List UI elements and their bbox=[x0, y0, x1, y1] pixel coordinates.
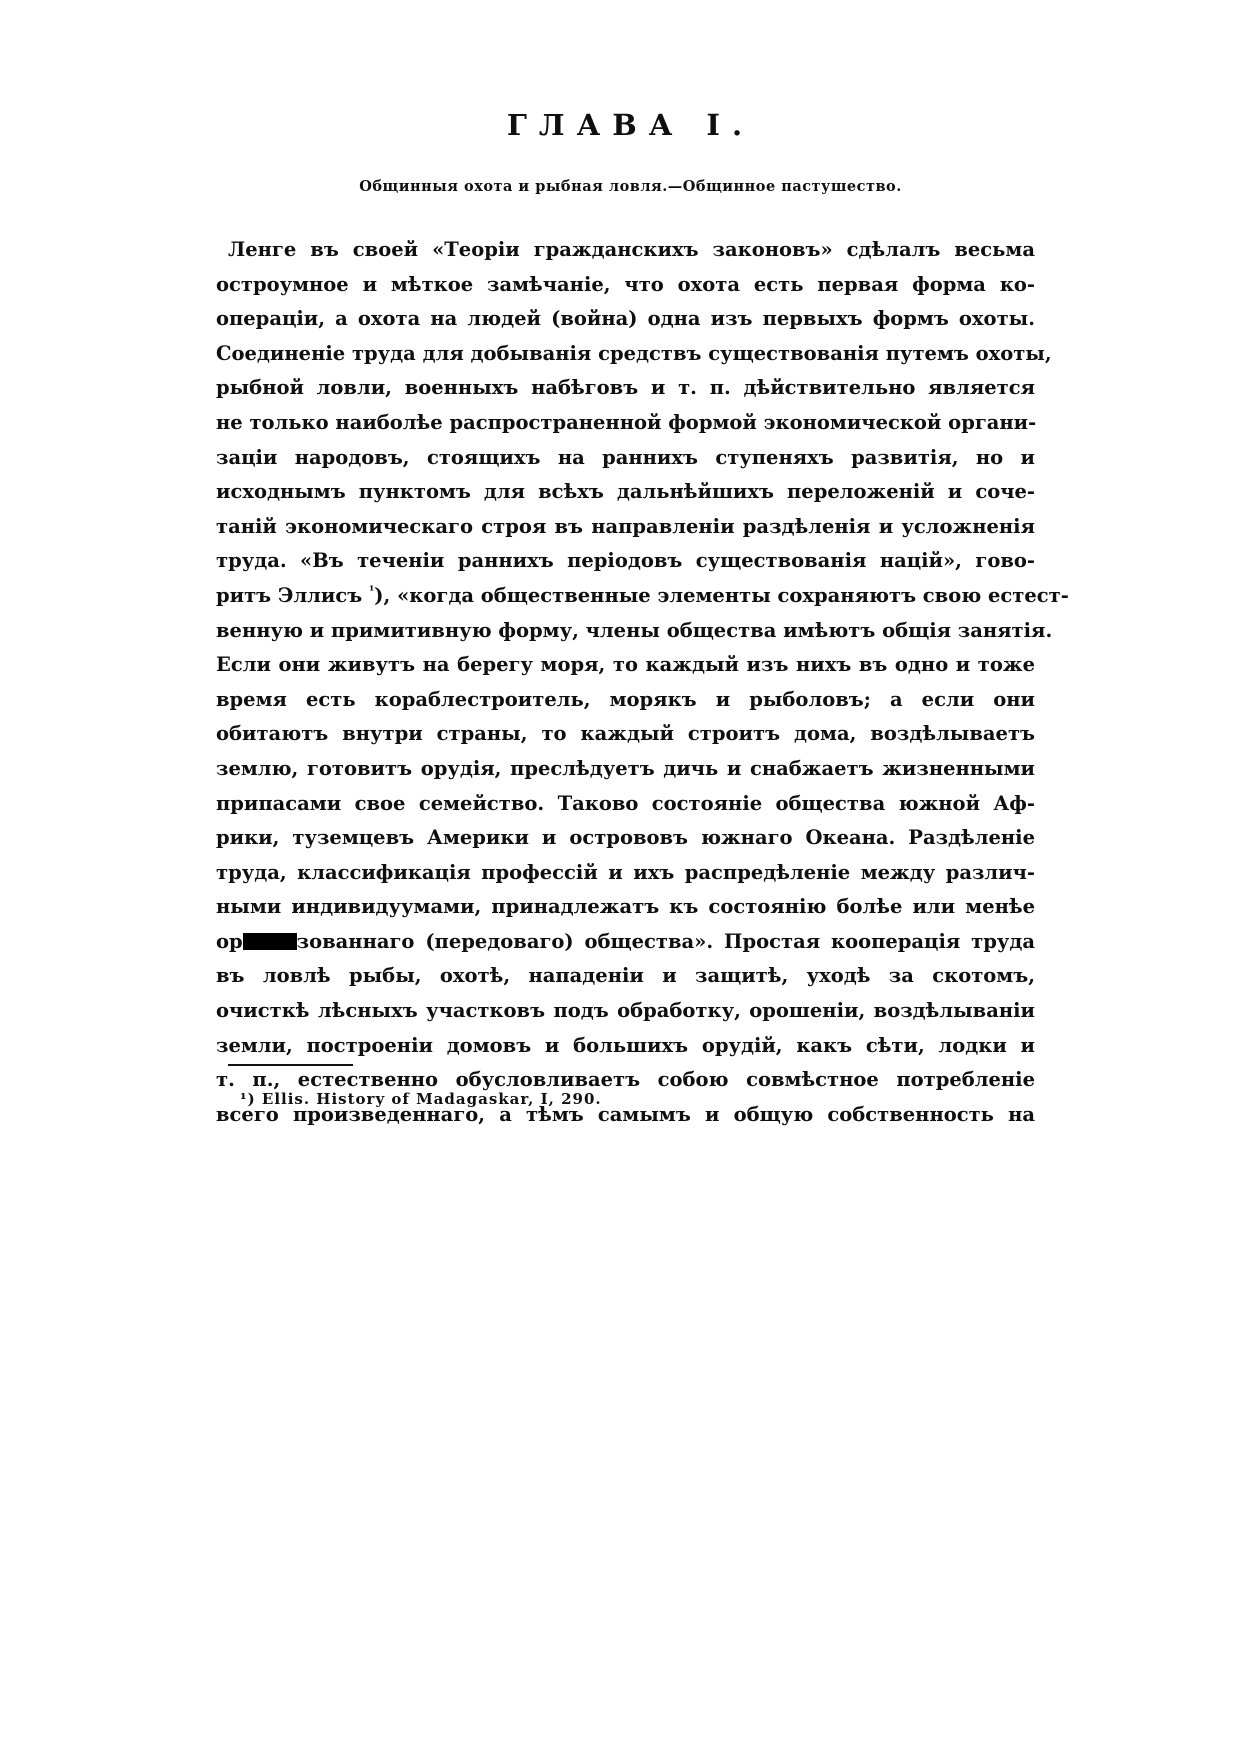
body-line: т. п., естественно обусловливаетъ собою совмѣстное потребленіе bbox=[216, 1068, 1035, 1092]
body-line: Ленге въ своей «Теоріи гражданскихъ законовъ» сдѣлалъ весьма bbox=[228, 238, 1035, 261]
footnote-rule bbox=[228, 1064, 353, 1066]
chapter-subtitle: Общинныя охота и рыбная ловля.—Общинное пастушество. bbox=[359, 178, 902, 195]
body-line-with-footnote-ref bbox=[216, 579, 1069, 614]
body-line: рыбной ловли, военныхъ набѣговъ и т. п. дѣйствительно является bbox=[216, 376, 1035, 400]
body-line: остроумное и мѣткое замѣчаніе, что охота есть первая форма ко- bbox=[216, 272, 1035, 296]
body-line: припасами свое семейство. Таково состояніе общества южной Аф- bbox=[216, 791, 1035, 815]
body-line: заціи народовъ, стоящихъ на раннихъ ступеняхъ развитія, но и bbox=[216, 445, 1035, 469]
body-line: ными индивидуумами, принадлежатъ къ состоянію болѣе или менѣе bbox=[216, 895, 1035, 919]
footnote-ref: ¹ bbox=[369, 583, 375, 598]
body-line: труда, классификація профессій и ихъ распредѣленіе между различ- bbox=[216, 860, 1035, 884]
body-line: всего произведеннаго, а тѣмъ самымъ и общую собственность на bbox=[216, 1102, 1035, 1126]
body-line: не только наиболѣе распространенной формой экономической органи- bbox=[216, 410, 1037, 434]
footnote: ¹) Ellis. History of Madagaskar, I, 290. bbox=[240, 1090, 602, 1108]
body-line: земли, построеніи домовъ и большихъ орудій, какъ сѣти, лодки и bbox=[216, 1033, 1035, 1057]
body-line: таній экономическаго строя въ направленіи раздѣленія и усложненія bbox=[216, 514, 1035, 538]
body-line-part: зованнаго (передоваго) общества». Простая кооперація труда bbox=[296, 929, 1035, 953]
body-line: операціи, а охота на людей (война) одна изъ первыхъ формъ охоты. bbox=[216, 307, 1035, 331]
body-line: очисткѣ лѣсныхъ участковъ подъ обработку, орошеніи, воздѣлываніи bbox=[216, 999, 1035, 1023]
body-line: венную и примитивную форму, члены общества имѣютъ общія занятія. bbox=[216, 618, 1053, 642]
body-line: Соединеніе труда для добыванія средствъ существованія путемъ охоты, bbox=[216, 341, 1052, 365]
body-line-with-redaction bbox=[216, 925, 1035, 960]
body-line: обитаютъ внутри страны, то каждый строитъ дома, воздѣлываетъ bbox=[216, 722, 1035, 746]
body-line-part: ор bbox=[216, 929, 243, 953]
body-line: время есть кораблестроитель, морякъ и рыболовъ; а если они bbox=[216, 687, 1035, 711]
body-line-part: ритъ Эллисъ bbox=[216, 583, 370, 607]
body-line: рики, туземцевъ Америки и острововъ южнаго Океана. Раздѣленіе bbox=[216, 826, 1035, 850]
ink-blot bbox=[243, 933, 297, 950]
body-line-part: ), «когда общественные элементы сохраняютъ свою естест- bbox=[374, 583, 1069, 607]
body-line: въ ловлѣ рыбы, охотѣ, нападеніи и защитѣ, уходѣ за скотомъ, bbox=[216, 964, 1035, 988]
body-line: Если они живутъ на берегу моря, то каждый изъ нихъ въ одно и тоже bbox=[216, 653, 1035, 677]
body-line: труда. «Въ теченіи раннихъ періодовъ существованія націй», гово- bbox=[216, 549, 1035, 573]
body-line: исходнымъ пунктомъ для всѣхъ дальнѣйшихъ переложеній и соче- bbox=[216, 480, 1035, 504]
chapter-heading: ГЛАВА I. bbox=[506, 108, 755, 142]
body-text bbox=[216, 233, 1069, 1132]
body-line: землю, готовитъ орудія, преслѣдуетъ дичь и снабжаетъ жизненными bbox=[216, 756, 1035, 780]
